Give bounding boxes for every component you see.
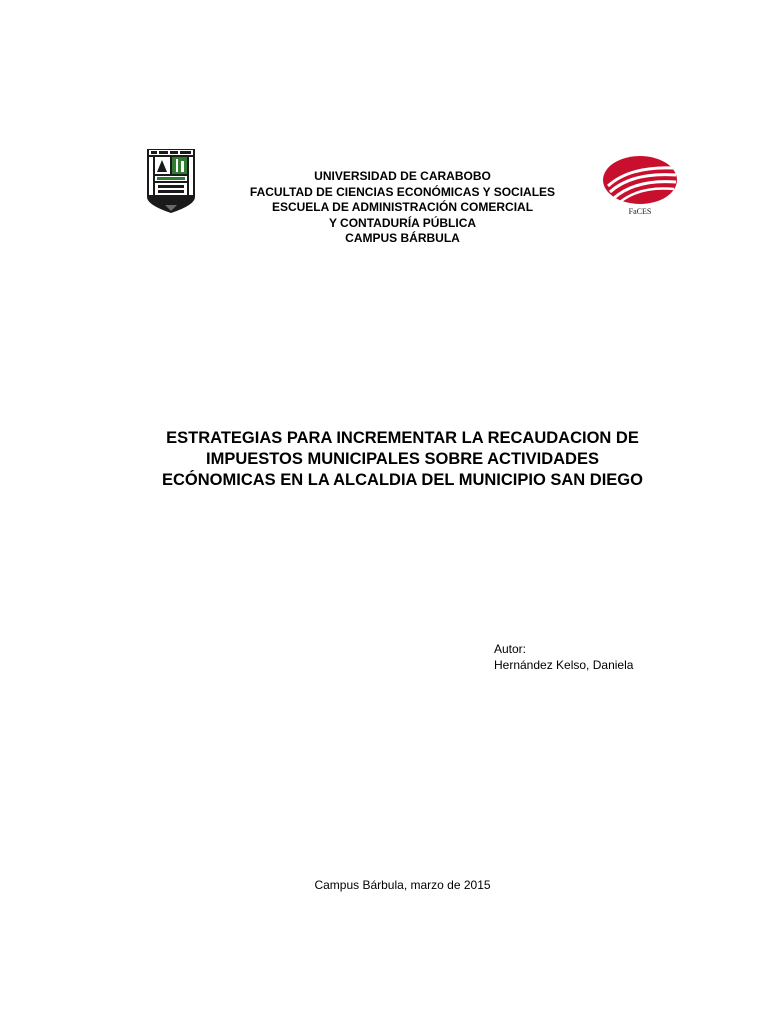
faces-logo-icon	[600, 152, 680, 218]
header-faculty: FACULTAD DE CIENCIAS ECONÓMICAS Y SOCIALES	[249, 184, 556, 199]
header-school: ESCUELA DE ADMINISTRACIÓN COMERCIAL	[271, 200, 534, 214]
header-school-cont: Y CONTADURÍA PÚBLICA	[328, 215, 477, 230]
title-line-2: IMPUESTOS MUNICIPALES SOBRE ACTIVIDADES	[206, 450, 599, 468]
title-line-3: ECÓNOMICAS EN LA ALCALDIA DEL MUNICIPIO SAN DIEGO	[162, 471, 643, 489]
university-crest-icon	[145, 147, 197, 217]
author-name: Hernández Kelso, Daniela	[494, 658, 634, 672]
author-block	[494, 641, 633, 673]
institution-header	[200, 169, 605, 247]
header-university: UNIVERSIDAD DE CARABOBO	[314, 169, 491, 183]
title-line-1: ESTRATEGIAS PARA INCREMENTAR LA RECAUDACION DE	[166, 429, 639, 447]
faces-logo-text: FaCES	[628, 207, 652, 216]
place-date: Campus Bárbula, marzo de 2015	[314, 878, 491, 892]
author-label: Autor:	[494, 642, 527, 656]
header-campus: CAMPUS BÁRBULA	[345, 231, 460, 245]
document-title	[100, 428, 705, 491]
